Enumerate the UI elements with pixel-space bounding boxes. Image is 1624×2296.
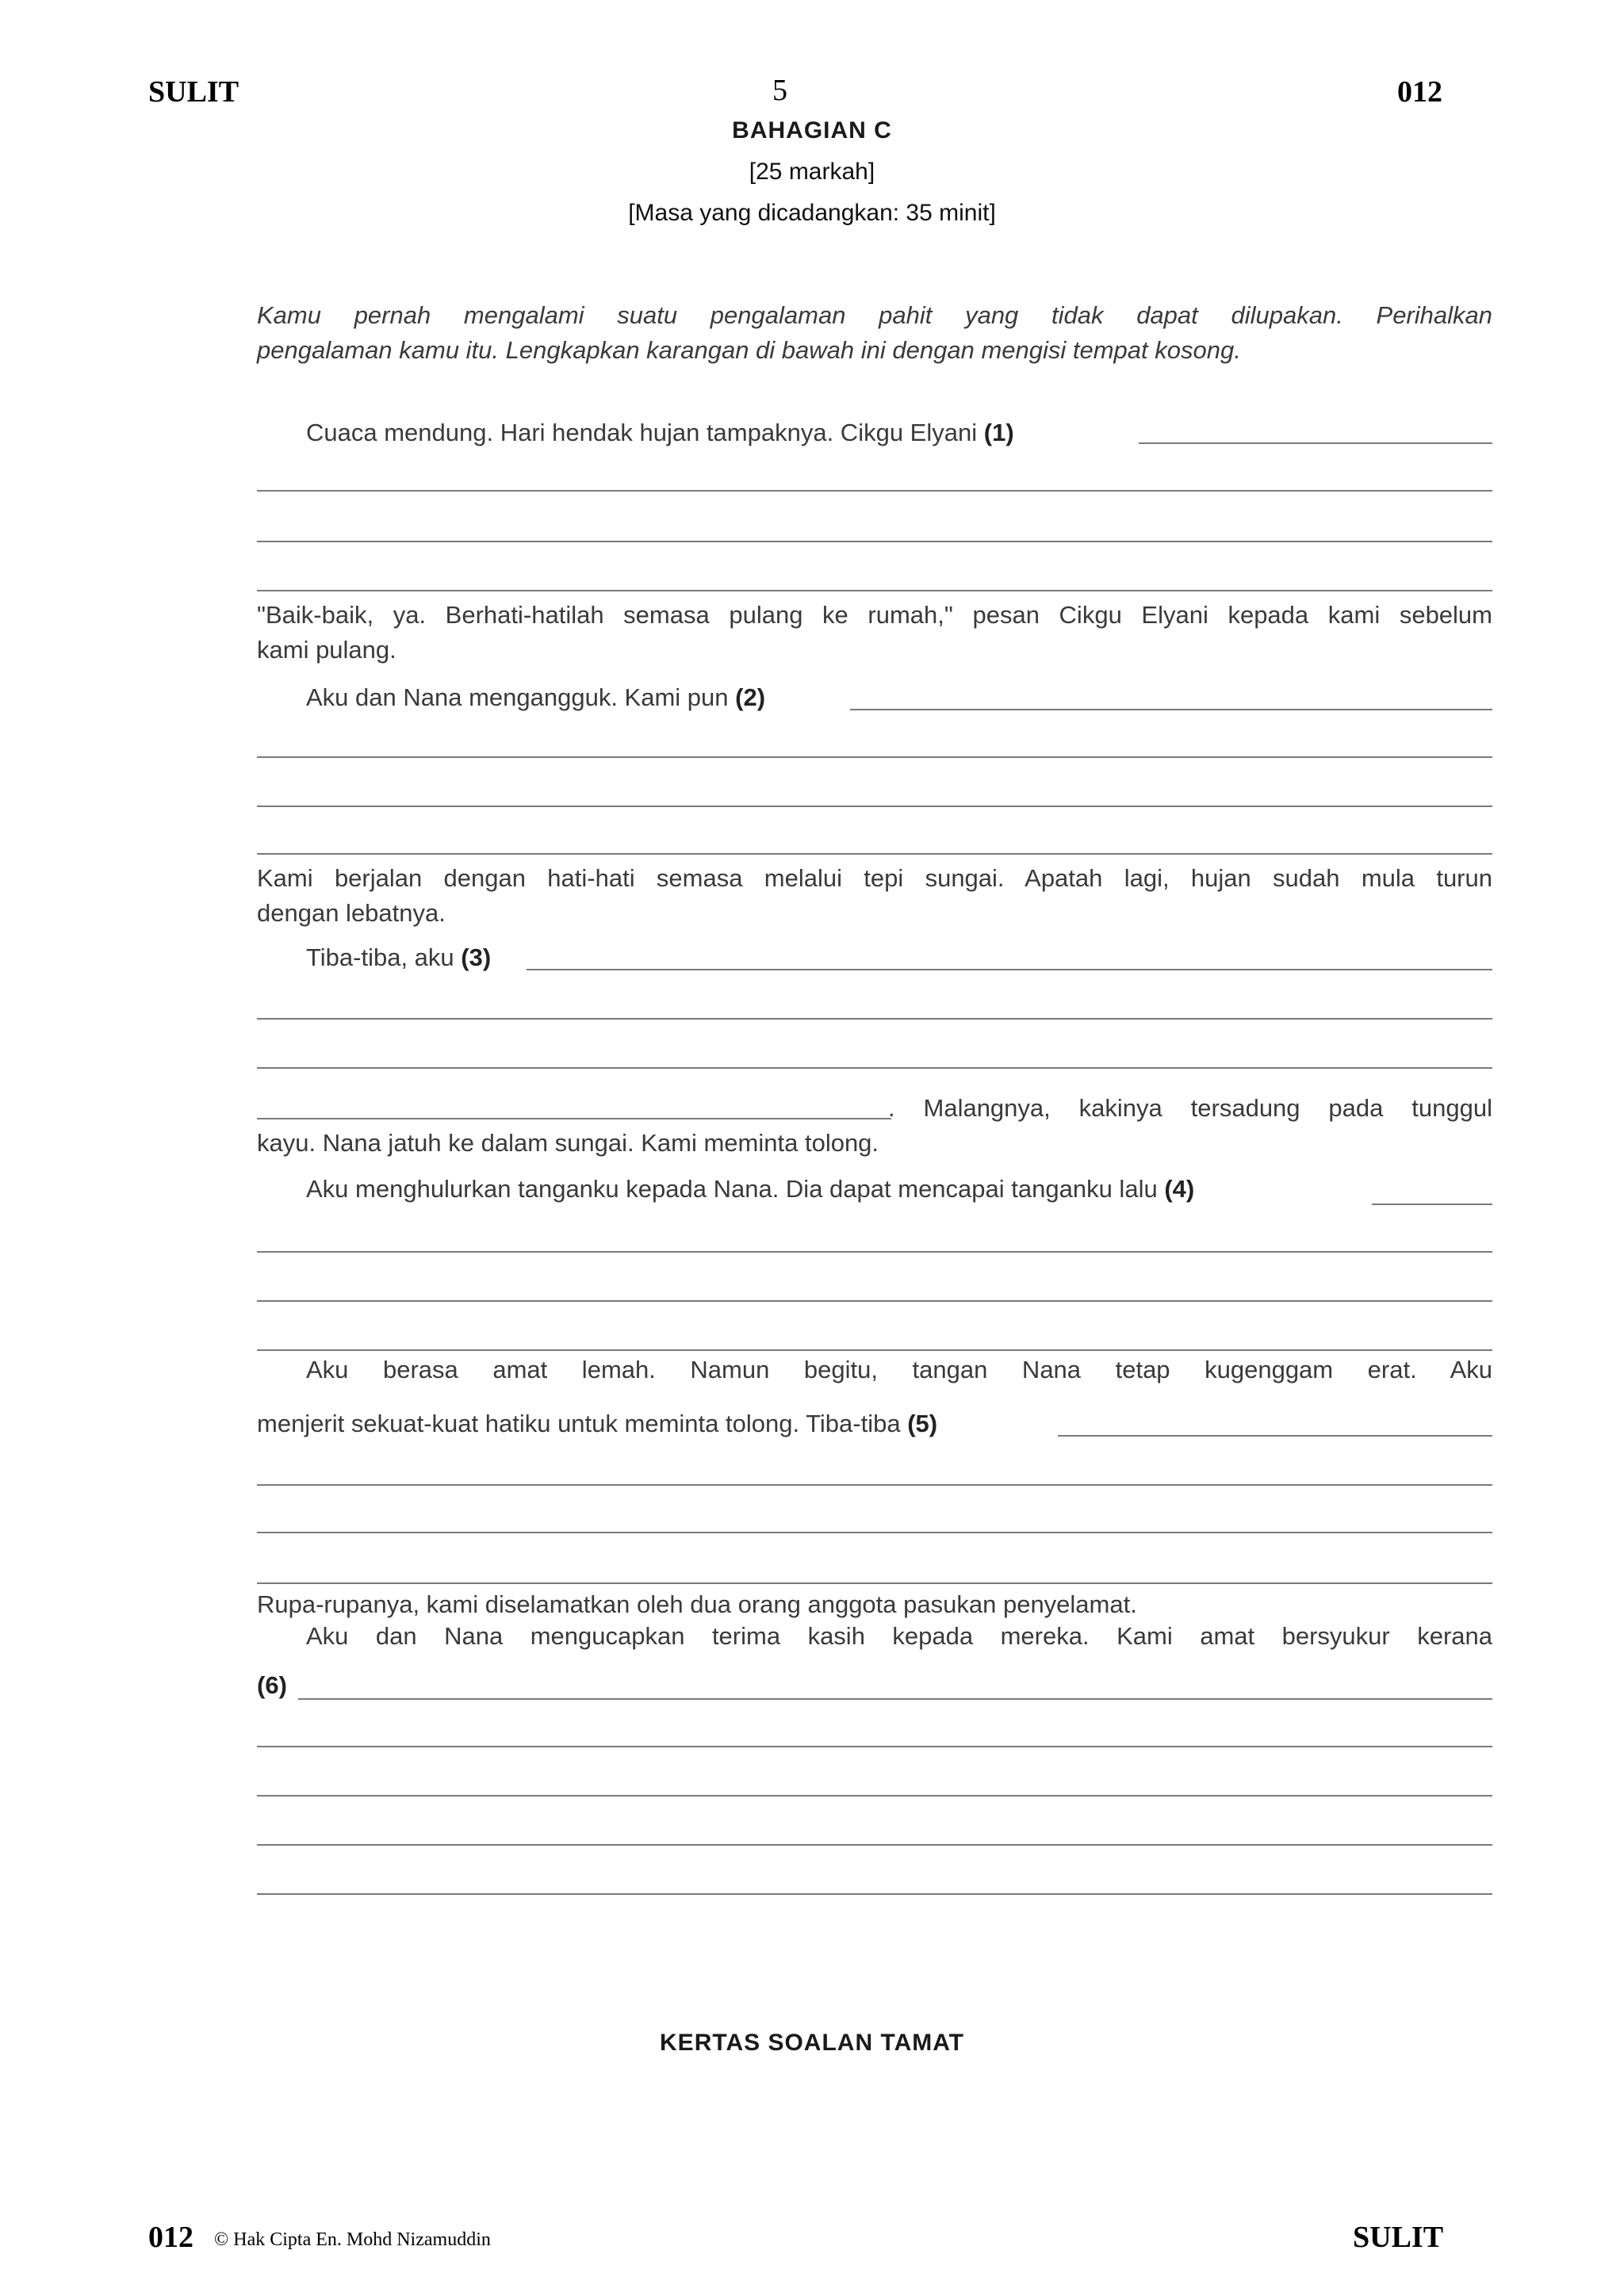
answer-line-5c[interactable] <box>257 1532 1492 1533</box>
answer-line-1d[interactable] <box>257 590 1492 591</box>
paragraph-2-line-1: "Baik-baik, ya. Berhati-hatilah semasa pulang ke rumah," pesan Cikgu Elyani kepada kami sebelum <box>257 601 1492 629</box>
instruction-line-2: pengalaman kamu itu. Lengkapkan karangan di bawah ini dengan mengisi tempat kosong. <box>257 336 1241 364</box>
answer-line-5a[interactable] <box>1058 1435 1492 1437</box>
answer-line-6a[interactable] <box>298 1698 1492 1700</box>
question-number-6: (6) <box>257 1671 287 1699</box>
answer-line-1c[interactable] <box>257 541 1492 542</box>
answer-line-6e[interactable] <box>257 1893 1492 1895</box>
section-time: [Masa yang dicadangkan: 35 minit] <box>628 200 996 226</box>
answer-line-6d[interactable] <box>257 1844 1492 1846</box>
header-sulit: SULIT <box>148 75 239 109</box>
paragraph-7: Aku menghulurkan tanganku kepada Nana. Dia dapat mencapai tanganku lalu (4) <box>306 1175 1195 1203</box>
paragraph-5: Tiba-tiba, aku (3) <box>306 943 492 971</box>
answer-line-2a[interactable] <box>850 709 1492 710</box>
paragraph-9-line-1: Rupa-rupanya, kami diselamatkan oleh dua orang anggota pasukan penyelamat. <box>257 1590 1137 1618</box>
answer-line-1b[interactable] <box>257 490 1492 492</box>
footer-code: 012 <box>148 2221 193 2254</box>
answer-line-5b[interactable] <box>257 1484 1492 1486</box>
answer-line-3a[interactable] <box>527 969 1492 970</box>
section-title: BAHAGIAN C <box>732 117 892 144</box>
copyright-notice: © Hak Cipta En. Mohd Nizamuddin <box>214 2229 491 2250</box>
end-of-paper: KERTAS SOALAN TAMAT <box>660 2030 964 2056</box>
paragraph-4-line-2: dengan lebatnya. <box>257 899 446 927</box>
answer-line-4a[interactable] <box>1372 1203 1492 1205</box>
answer-line-1a[interactable] <box>1139 442 1492 444</box>
answer-line-2d[interactable] <box>257 853 1492 855</box>
paragraph-8-line-2: menjerit sekuat-kuat hatiku untuk meminta tolong. Tiba-tiba (5) <box>257 1410 938 1437</box>
answer-line-3b[interactable] <box>257 1018 1492 1020</box>
answer-line-4b[interactable] <box>257 1251 1492 1253</box>
answer-line-6c[interactable] <box>257 1795 1492 1797</box>
answer-line-2c[interactable] <box>257 806 1492 807</box>
footer-sulit: SULIT <box>1353 2221 1444 2254</box>
paragraph-6-line-1: . Malangnya, kakinya tersadung pada tunggul <box>888 1094 1492 1122</box>
instruction-line-1: Kamu pernah mengalami suatu pengalaman pahit yang tidak dapat dilupakan. Perihalkan <box>257 301 1492 329</box>
page-number: 5 <box>772 74 787 107</box>
paragraph-6-line-2: kayu. Nana jatuh ke dalam sungai. Kami meminta tolong. <box>257 1129 879 1157</box>
answer-line-2b[interactable] <box>257 756 1492 758</box>
paragraph-4-line-1: Kami berjalan dengan hati-hati semasa melalui tepi sungai. Apatah lagi, hujan sudah mula turun <box>257 864 1492 892</box>
answer-line-6b[interactable] <box>257 1746 1492 1747</box>
answer-line-5d[interactable] <box>257 1582 1492 1584</box>
paragraph-2-line-2: kami pulang. <box>257 636 396 664</box>
answer-line-3c[interactable] <box>257 1067 1492 1069</box>
answer-line-3d[interactable] <box>257 1118 891 1119</box>
paragraph-1: Cuaca mendung. Hari hendak hujan tampaknya. Cikgu Elyani (1) <box>306 419 1014 446</box>
paragraph-3: Aku dan Nana mengangguk. Kami pun (2) <box>306 683 766 711</box>
answer-line-4c[interactable] <box>257 1300 1492 1302</box>
paper-code: 012 <box>1397 75 1442 109</box>
paragraph-8-line-1: Aku berasa amat lemah. Namun begitu, tangan Nana tetap kugenggam erat. Aku <box>306 1356 1492 1383</box>
answer-line-4d[interactable] <box>257 1349 1492 1351</box>
section-marks: [25 markah] <box>749 159 875 185</box>
paragraph-9-line-2: Aku dan Nana mengucapkan terima kasih kepada mereka. Kami amat bersyukur kerana <box>306 1622 1492 1650</box>
